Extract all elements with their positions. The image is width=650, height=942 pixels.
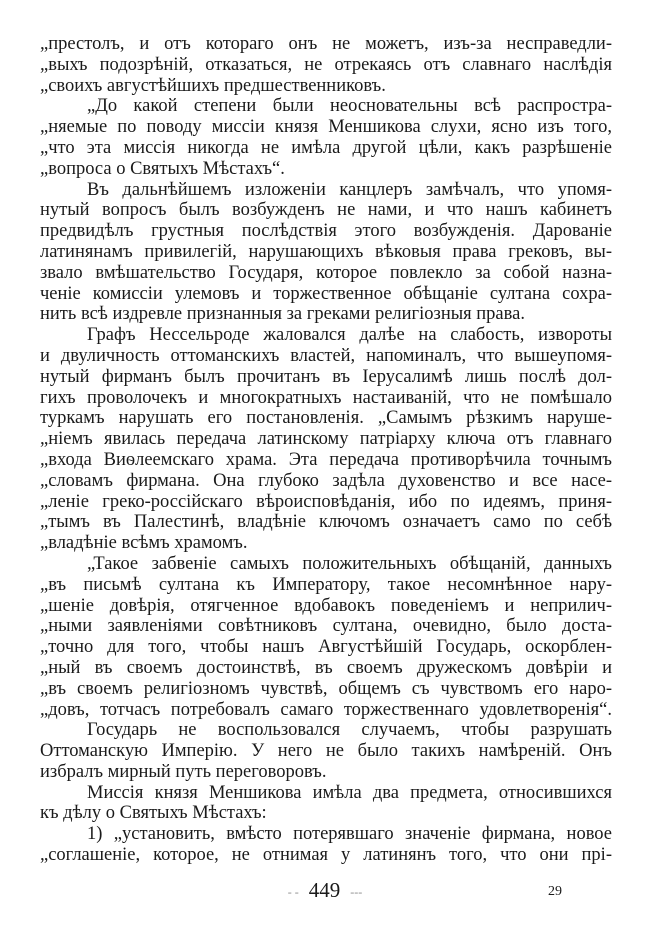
text-line: „Такое забвеніе самыхъ положительныхъ обѣщаній, данныхъ	[87, 553, 612, 574]
text-line: „въ своемъ религіозномъ чувствѣ, общемъ съ чувствомъ его наро-	[40, 678, 612, 699]
text-line: Въ дальнѣйшемъ изложеніи канцлеръ замѣчалъ, что упомя-	[87, 179, 612, 200]
text-line: „что эта миссія никогда не имѣла другой цѣли, какъ разрѣшеніе	[40, 137, 612, 158]
text-line: „престолъ, и отъ котораго онъ не можетъ, изъ-за несправедли-	[40, 34, 612, 54]
text-line: „тымъ въ Палестинѣ, владѣніе ключомъ означаетъ само по себѣ	[40, 512, 612, 533]
page-number-text: 449	[308, 878, 341, 902]
signature-mark: 29	[548, 884, 562, 899]
text-line: „шеніе довѣрія, отягченное вдобавокъ поведеніемъ и неприлич-	[40, 595, 612, 616]
text-line: „леніе греко-россійскаго вѣроисповѣданія, ибо по идеямъ, приня-	[40, 491, 612, 512]
page-body-text	[40, 34, 612, 866]
text-line: „соглашеніе, которое, не отнимая у латинянъ того, что они прі-	[40, 845, 612, 866]
text-line: нить всѣ издревле признанныя за греками религіозныя права.	[40, 304, 525, 325]
text-line: „ный въ своемъ достоинствѣ, въ своемъ дружескомъ довѣріи и	[40, 657, 612, 678]
text-line: 1) „установить, вмѣсто потерявшаго значеніе фирмана, новое	[87, 824, 612, 845]
dash-left: - -	[287, 884, 299, 899]
text-line: гихъ проволочекъ и многократныхъ настаиваній, что не помѣшало	[40, 387, 612, 408]
text-line: Миссія князя Меншикова имѣла два предмета, относившихся	[87, 782, 612, 803]
text-line: ченіе комиссіи улемовъ и торжественное обѣщаніе султана сохра-	[40, 283, 612, 304]
text-line: Оттоманскую Имперію. У него не было такихъ намѣреній. Онъ	[40, 741, 612, 762]
text-line: „ными заявленіями совѣтниковъ султана, очевидно, было доста-	[40, 616, 612, 637]
dash-right: ---	[350, 884, 363, 899]
text-line: „точно для того, чтобы нашъ Августѣйшій Государь, оскорблен-	[40, 637, 612, 658]
text-line: „вопроса о Святыхъ Мѣстахъ“.	[40, 158, 285, 179]
text-line: „словамъ фирмана. Она глубоко задѣла духовенство и все насе-	[40, 470, 612, 491]
text-line: Государь не воспользовался случаемъ, чтобы разрушать	[87, 720, 612, 741]
text-line: „выхъ подозрѣній, отказаться, не отрекаясь отъ славнаго наслѣдія	[40, 54, 612, 75]
text-line: туркамъ нарушать его постановленія. „Самымъ рѣзкимъ наруше-	[40, 408, 612, 429]
text-line: „ніемъ явилась передача латинскому патріарху ключа отъ главнаго	[40, 429, 612, 450]
text-line: Графъ Нессельроде жаловался далѣе на слабость, извороты	[87, 325, 612, 346]
text-line: „своихъ августѣйшихъ предшественниковъ.	[40, 75, 386, 96]
text-line: „довъ, тотчасъ потребовалъ самаго торжественнаго удовлетворенія“.	[40, 699, 612, 720]
text-line: нутый вопросъ былъ возбужденъ не нами, и что нашъ кабинетъ	[40, 200, 612, 221]
text-line: „въ письмѣ султана къ Императору, такое несомнѣнное нару-	[40, 574, 612, 595]
text-line: нутый фирманъ былъ прочитанъ въ Іерусалимѣ лишь послѣ дол-	[40, 366, 612, 387]
text-line: „няемые по поводу миссіи князя Меншикова слухи, ясно изъ того,	[40, 117, 612, 138]
text-line: „входа Виѳлеемскаго храма. Эта передача противорѣчила точнымъ	[40, 449, 612, 470]
text-line: предвидѣлъ грустныя послѣдствія этого возбужденія. Дарованіе	[40, 221, 612, 242]
text-line: „владѣніе всѣмъ храмомъ.	[40, 533, 248, 554]
text-line: и двуличность оттоманскихъ властей, напоминалъ, что вышеупомя-	[40, 345, 612, 366]
text-line: звало вмѣшательство Государя, которое повлекло за собой назна-	[40, 262, 612, 283]
text-line: латинянамъ привилегій, нарушающихъ вѣковыя права грековъ, вы-	[40, 241, 612, 262]
text-line: къ дѣлу о Святыхъ Мѣстахъ:	[40, 803, 267, 824]
text-line: „До какой степени были неосновательны всѣ распростра-	[87, 96, 612, 117]
text-line: избралъ мирный путь переговоровъ.	[40, 761, 327, 782]
